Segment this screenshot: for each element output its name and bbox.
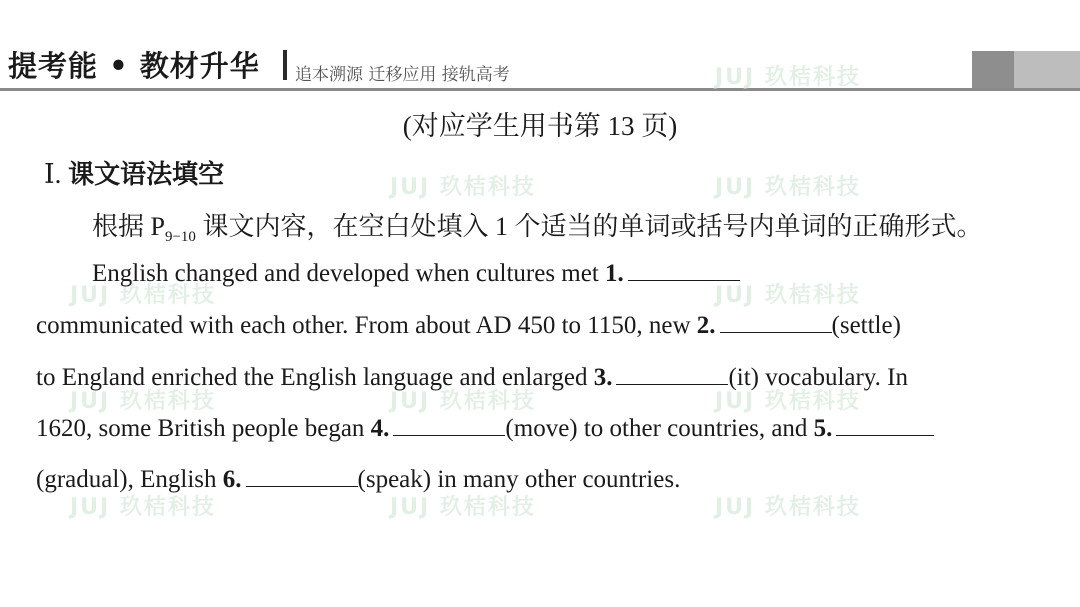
paragraph-line-3	[36, 362, 908, 392]
blank-4[interactable]	[393, 413, 505, 436]
blank-1[interactable]	[628, 258, 740, 281]
blank-number: 4.	[370, 415, 390, 442]
paragraph-line-5	[36, 464, 680, 494]
watermark: JUJ 玖桔科技	[715, 495, 861, 520]
blank-6[interactable]	[246, 464, 358, 487]
header-divider	[283, 50, 287, 80]
instruction-text: 课文内容，在空白处填入 1 个适当的单词或括号内单词的正确形式。	[195, 212, 983, 241]
paragraph-text: 1620, some British people began	[36, 415, 371, 442]
watermark: JUJ 玖桔科技	[70, 495, 216, 520]
watermark: JUJ 玖桔科技	[715, 389, 861, 414]
header-underline	[0, 88, 1080, 91]
header-deco-light	[1014, 51, 1080, 88]
blank-number: 6.	[222, 466, 242, 493]
section-number: Ⅰ.	[44, 159, 62, 189]
watermark: JUJ 玖桔科技	[715, 283, 861, 308]
watermark: JUJ 玖桔科技	[715, 175, 861, 200]
blank-2[interactable]	[720, 310, 832, 333]
instruction	[92, 206, 982, 246]
watermark: JUJ 玖桔科技	[715, 65, 861, 90]
watermark: JUJ 玖桔科技	[70, 389, 216, 414]
header-title: 提考能 • 教材升华	[8, 49, 260, 83]
paragraph-line-1	[92, 258, 740, 288]
watermark: JUJ 玖桔科技	[390, 389, 536, 414]
paragraph-text: communicated with each other. From about AD 450 to 1150, new	[36, 312, 697, 339]
header-deco-dark	[972, 51, 1014, 88]
header-subtitle: 追本溯源 迁移应用 接轨高考	[295, 65, 510, 85]
paragraph-text: (move) to other countries, and	[505, 415, 814, 442]
blank-number: 3.	[593, 364, 613, 391]
paragraph-line-4	[36, 413, 934, 443]
blank-5[interactable]	[836, 413, 934, 436]
paragraph-text: (gradual), English	[36, 466, 223, 493]
instruction-text: 根据 P	[92, 212, 165, 241]
paragraph-text: (settle)	[831, 312, 901, 339]
section-title: 课文语法填空	[68, 160, 225, 190]
paragraph-text: (speak) in many other countries.	[357, 466, 681, 493]
watermark: JUJ 玖桔科技	[390, 175, 536, 200]
blank-3[interactable]	[616, 362, 728, 385]
blank-number: 2.	[696, 312, 716, 339]
page-header	[0, 0, 1080, 92]
watermark: JUJ 玖桔科技	[390, 495, 536, 520]
paragraph-text: to England enriched the English language and enlarged	[36, 364, 594, 391]
paragraph-text: English changed and developed when cultures met	[92, 260, 606, 287]
section-heading	[44, 154, 224, 191]
source-note: (对应学生用书第 13 页)	[402, 111, 678, 141]
blank-number: 5.	[813, 415, 833, 442]
paragraph-line-2	[36, 310, 901, 340]
page-range: 9−10	[164, 229, 196, 246]
watermark: JUJ 玖桔科技	[70, 283, 216, 308]
paragraph-text: (it) vocabulary. In	[728, 364, 909, 391]
blank-number: 1.	[605, 260, 624, 287]
